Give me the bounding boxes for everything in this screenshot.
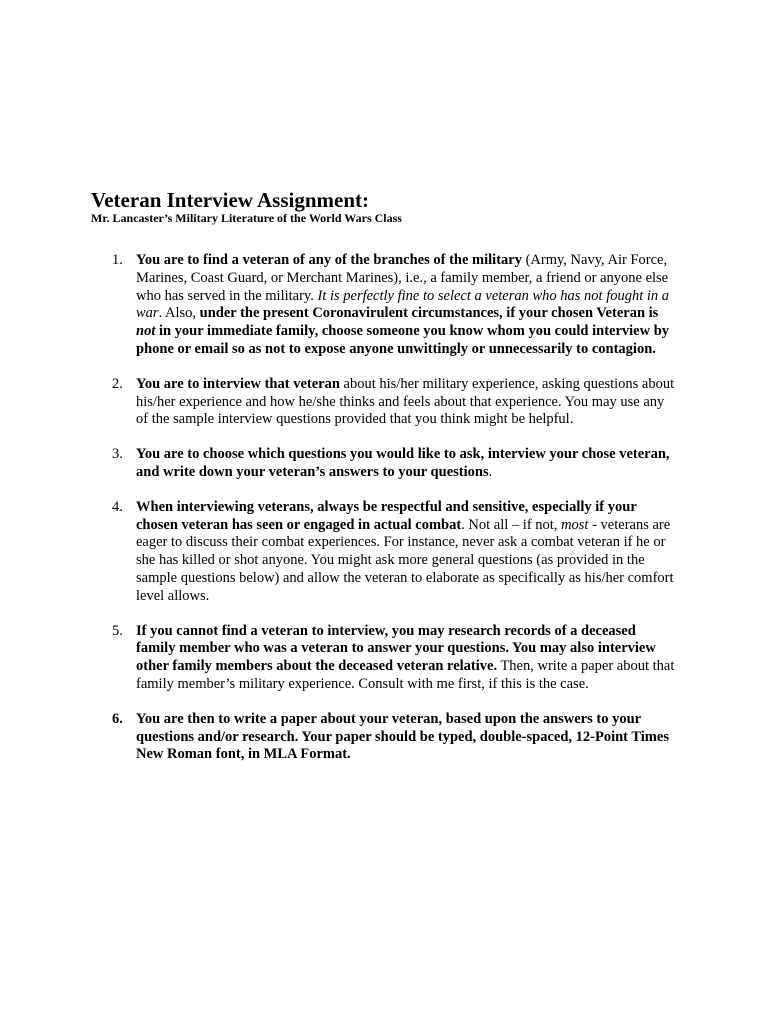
text-run: You are to interview that veteran bbox=[136, 375, 340, 392]
list-item-number: 4. bbox=[112, 498, 123, 515]
list-item bbox=[112, 446, 678, 482]
text-run: . bbox=[488, 463, 493, 480]
list-item-number: 3. bbox=[112, 446, 123, 463]
text-run: under the present Coronavirulent circumstances, if your chosen Veteran is bbox=[199, 305, 659, 322]
text-run: most bbox=[561, 516, 589, 533]
text-run: It is perfectly fine to select a veteran who has not fought in a war bbox=[136, 287, 670, 322]
list-item-text bbox=[136, 711, 669, 763]
text-run: - veterans are eager to discuss their combat experiences. For instance, never ask a combat veteran if he or she has killed or shot anyone. You might ask more general questions (as provided in the sample questions below) and allow the veteran to elaborate as specifically as his/her comfort level allows. bbox=[136, 516, 674, 604]
list-item-number: 5. bbox=[112, 622, 123, 639]
list-item-text bbox=[136, 623, 674, 692]
list-item bbox=[112, 375, 678, 429]
list-item bbox=[112, 252, 678, 359]
page-title: Veteran Interview Assignment: bbox=[91, 188, 370, 212]
page-subtitle: Mr. Lancaster’s Military Literature of the World Wars Class bbox=[91, 211, 402, 225]
list-item-text bbox=[136, 252, 669, 357]
text-run: not bbox=[136, 323, 156, 340]
list-item bbox=[112, 710, 678, 764]
list-item bbox=[112, 622, 678, 694]
text-run: You are then to write a paper about your veteran, based upon the answers to your questions and/or research. Your paper should be typed, double-spaced, 12-Point Times New Roman font, in MLA Format. bbox=[136, 710, 669, 763]
instruction-list bbox=[112, 252, 678, 781]
text-run: You are to find a veteran of any of the branches of the military bbox=[136, 252, 522, 268]
text-run: . Not all – if not, bbox=[461, 516, 562, 533]
list-item-text bbox=[136, 446, 670, 480]
list-item-number: 1. bbox=[112, 252, 123, 268]
text-run: . Also, bbox=[158, 305, 200, 322]
text-run: in your immediate family, choose someone you know whom you could interview by phone or email so as not to expose anyone unwittingly or unnecessarily to contagion. bbox=[136, 323, 670, 357]
text-run: You are to choose which questions you would like to ask, interview your chose veteran, and write down your veteran’s answers to your questions bbox=[136, 446, 670, 480]
list-item-text bbox=[136, 499, 674, 604]
text-run: Then, write a paper about that family member’s military experience. Consult with me first, if this is the case. bbox=[136, 658, 675, 692]
text-run: (Army, Navy, Air Force, Marines, Coast Guard, or Merchant Marines), i.e., a family member, a friend or anyone else who has served in the military. bbox=[136, 252, 669, 304]
text-run: about his/her military experience, asking questions about his/her experience and how he/she thinks and feels about that experience. You may use any of the sample interview questions provided that you think might be helpful. bbox=[136, 375, 675, 428]
list-item bbox=[112, 498, 678, 606]
list-item-text bbox=[136, 376, 674, 428]
list-item-number: 6. bbox=[112, 710, 123, 727]
text-run: When interviewing veterans, always be respectful and sensitive, especially if your chosen veteran has seen or engaged in actual combat bbox=[136, 498, 637, 533]
text-run: If you cannot find a veteran to interview, you may research records of a deceased family member who was a veteran to answer your questions. You may also interview other family members about the deceased veteran relative. bbox=[136, 622, 656, 675]
list-item-number: 2. bbox=[112, 375, 123, 392]
